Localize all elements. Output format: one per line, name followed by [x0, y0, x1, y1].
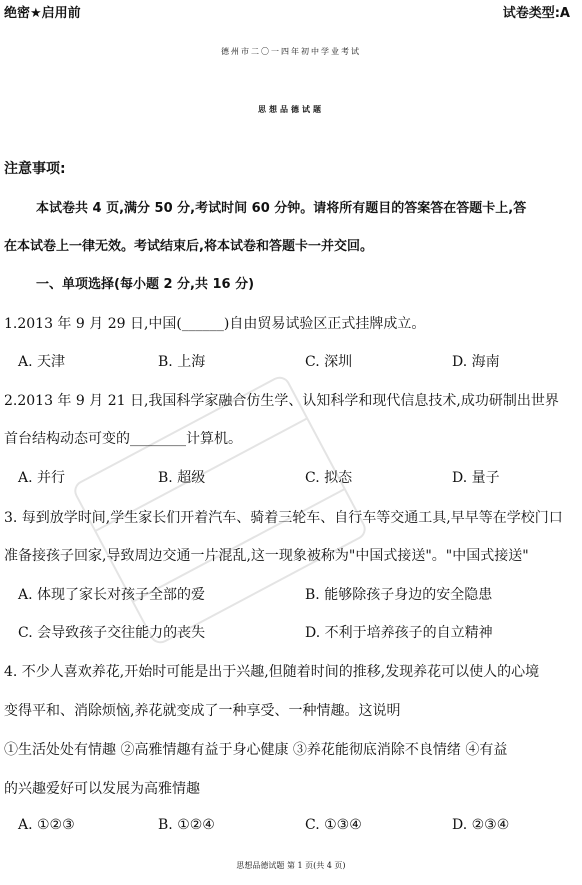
- question-4-option-b: B. ①②④: [158, 817, 215, 833]
- subject-title: 思想品德试题: [258, 104, 324, 114]
- exam-title: 德州市二〇一四年初中学业考试: [221, 47, 361, 56]
- question-2-line-2: 首台结构动态可变的________计算机。: [4, 431, 242, 447]
- question-1-option-c: C. 深圳: [305, 354, 353, 370]
- question-4-line-1: 4. 不少人喜欢养花,开始时可能是出于兴趣,但随着时间的推移,发现养花可以使人的心境: [4, 664, 540, 680]
- notice-line-2: 在本试卷上一律无效。考试结束后,将本试卷和答题卡一并交回。: [4, 239, 373, 254]
- question-2-option-d: D. 量子: [452, 470, 500, 486]
- question-4-line-3: ①生活处处有情趣 ②高雅情趣有益于身心健康 ③养花能彻底消除不良情绪 ④有益: [4, 742, 508, 758]
- question-2-option-b: B. 超级: [158, 470, 206, 486]
- question-4-option-a: A. ①②③: [18, 817, 75, 833]
- page-footer: 思想品德试题 第 1 页(共 4 页): [236, 861, 346, 870]
- question-1-option-a: A. 天津: [18, 354, 66, 370]
- question-1-line-1: 1.2013 年 9 月 29 日,中国(______)自由贸易试验区正式挂牌成立。: [4, 316, 426, 332]
- question-3-option-b: B. 能够除孩子身边的安全隐患: [305, 587, 493, 603]
- question-2-option-a: A. 并行: [18, 470, 66, 486]
- question-2-option-c: C. 拟态: [305, 470, 353, 486]
- notice-label: 注意事项:: [4, 161, 66, 177]
- paper-type-label: 试卷类型:A: [502, 6, 570, 21]
- question-3-option-d: D. 不利于培养孩子的自立精神: [305, 625, 493, 641]
- question-4-line-2: 变得平和、消除烦恼,养花就变成了一种享受、一种情趣。这说明: [4, 703, 401, 719]
- question-1-option-d: D. 海南: [452, 354, 500, 370]
- question-3-line-2: 准备接孩子回家,导致周边交通一片混乱,这一现象被称为"中国式接送"。"中国式接送": [4, 548, 529, 564]
- confidential-label: 绝密★启用前: [4, 6, 81, 21]
- question-4-line-4: 的兴趣爱好可以发展为高雅情趣: [4, 781, 200, 797]
- question-1-option-b: B. 上海: [158, 354, 206, 370]
- notice-line-1: 本试卷共 4 页,满分 50 分,考试时间 60 分钟。请将所有题目的答案答在答题卡上,答: [36, 201, 527, 216]
- question-4-option-d: D. ②③④: [452, 817, 510, 833]
- section-heading: 一、单项选择(每小题 2 分,共 16 分): [36, 277, 255, 292]
- question-3-option-c: C. 会导致孩子交往能力的丧失: [18, 625, 206, 641]
- question-4-option-c: C. ①③④: [305, 817, 362, 833]
- question-3-option-a: A. 体现了家长对孩子全部的爱: [18, 587, 206, 603]
- question-2-line-1: 2.2013 年 9 月 21 日,我国科学家融合仿生学、认知科学和现代信息技术,成功研制出世界: [4, 393, 559, 409]
- question-3-line-1: 3. 每到放学时间,学生家长们开着汽车、骑着三轮车、自行车等交通工具,早早等在学校门口: [4, 510, 563, 526]
